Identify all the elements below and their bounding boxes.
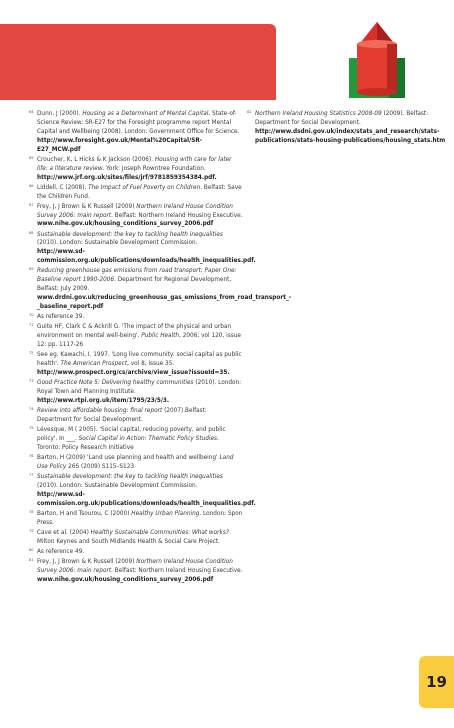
reference-title: Review into affordable housing: final report xyxy=(37,407,163,414)
reference-text: Frey, J, J Brown & K Russell (2009) xyxy=(37,203,137,210)
reference-text: , vol 8, issue 35. xyxy=(127,360,175,367)
reference-item xyxy=(29,267,292,312)
reference-text: Cave et al. (2004) xyxy=(37,529,91,536)
reference-url[interactable]: http://www.sd-commission.org.uk/publications/downloads/health_inequalities.pdf. xyxy=(37,491,256,507)
reference-text: . Belfast: Northern Ireland Housing Executive. xyxy=(111,212,243,219)
reference-text: . London: Spon Press. xyxy=(37,510,243,526)
reference-title: Housing as a Determinant of Mental Capital xyxy=(82,111,209,117)
reference-url[interactable]: http://www.jrf.org.uk/sites/files/jrf/9781859354384.pdf. xyxy=(37,174,217,181)
reference-title: Good Practice Note 5: Delivering healthy communities xyxy=(37,379,194,386)
references-column-left xyxy=(29,110,292,586)
reference-text: . State-of-Science Review: SR-E27 for the Foresight programme report Mental Capital and Wellbeing (2008). London: Government Office for Science. xyxy=(37,111,240,135)
reference-title: Housing with care for later life: a literature review xyxy=(37,156,232,172)
reference-text: (2010). London: Sustainable Development Commission. xyxy=(37,482,198,489)
reference-title: Sustainable development: the key to tackling health inequalities xyxy=(37,231,223,238)
reference-item xyxy=(29,472,256,509)
reference-url[interactable]: http://www.sd-commission.org.uk/publications/downloads/health_inequalities.pdf. xyxy=(37,249,256,265)
reference-text: Frey, J, J Brown & K Russell (2009) xyxy=(37,558,137,565)
reference-item xyxy=(29,184,243,202)
reference-number: 65 xyxy=(29,155,34,160)
reference-title: The Impact of Fuel Poverty on Children xyxy=(88,184,201,191)
reference-number: 75 xyxy=(29,425,34,430)
reference-item xyxy=(29,351,243,378)
reference-text: Lévesque, M ( 2005). 'Social capital, reducing poverty, and public policy'. In ___. xyxy=(37,426,226,442)
reference-title: Northern Ireland House Condition Survey 2006: main report xyxy=(37,558,233,574)
reference-text: Dunn, J (2000). xyxy=(37,111,83,117)
reference-number: 72 xyxy=(29,351,34,356)
reference-item xyxy=(29,529,243,547)
reference-title: Healthy Sustainable Communities: What works? xyxy=(90,529,229,536)
reference-text: . Belfast: Northern Ireland Housing Executive. xyxy=(111,567,243,574)
reference-text: (2010). London: Sustainable Development Commission. xyxy=(37,240,198,247)
reference-url[interactable]: http://www.rtpi.org.uk/item/1795/23/5/3. xyxy=(37,397,170,404)
reference-url[interactable]: www.nihe.gov.uk/housing_conditions_survey_2006.pdf xyxy=(37,221,214,228)
reference-number: 67 xyxy=(29,202,34,207)
reference-text: 26S (2009) S115–S123 xyxy=(66,463,135,470)
reference-number: 68 xyxy=(29,230,34,235)
reference-text: (2007).Belfast: Department for Social Development. xyxy=(37,407,207,423)
reference-number: 81 xyxy=(29,557,34,562)
reference-item xyxy=(29,548,243,557)
reference-number: 78 xyxy=(29,509,34,514)
reference-title: Northern Ireland House Condition Survey 2006: main report xyxy=(37,203,233,219)
reference-text: Guite HF, Clark C & Ackrill G. 'The impact of the physical and urban environment on mental well-being'. xyxy=(37,324,232,340)
reference-title: Sustainable development: the key to tackling health inequalities xyxy=(37,473,223,480)
reference-url[interactable]: www.drdni.gov.uk/reducing_greenhouse_gas_emissions_from_road_transport_-_baseline_report.pdf xyxy=(37,295,292,310)
reference-title: Land Use Policy xyxy=(37,454,234,470)
reference-number: 79 xyxy=(29,528,34,533)
reference-item xyxy=(29,558,243,585)
reference-url[interactable]: http://www.prospect.org/cs/archive/view_issue?issueId=35. xyxy=(37,369,230,376)
reference-item xyxy=(29,203,243,230)
reference-text: . York: Joseph Rowntree Foundation. xyxy=(102,165,206,172)
reference-number: 70 xyxy=(29,313,34,318)
reference-number: 76 xyxy=(29,453,34,458)
reference-text: Liddell, C (2008). xyxy=(37,184,89,191)
reference-item xyxy=(29,110,243,155)
reference-number: 64 xyxy=(29,110,34,114)
reference-text: . Belfast: Save the Children Fund. xyxy=(37,184,242,200)
reference-number: 77 xyxy=(29,472,34,477)
reference-title: Northern Ireland Housing Statistics 2008-09 xyxy=(255,111,382,117)
page-number-tab xyxy=(419,656,454,708)
reference-number: 74 xyxy=(29,406,34,411)
reference-url[interactable]: http://www.dsdni.gov.uk/index/stats_and_research/stats-publications/stats-housing-publications/housing_stats.htm xyxy=(255,128,446,144)
reference-item xyxy=(29,323,243,350)
reference-item xyxy=(29,407,243,425)
reference-number: 71 xyxy=(29,323,34,328)
reference-number: 69 xyxy=(29,267,34,272)
reference-title: Public Health xyxy=(141,333,180,340)
reference-item xyxy=(29,156,243,183)
reference-title: The American Prospect xyxy=(60,360,128,367)
reference-title: Social Capital in Action: Thematic Policy Studies xyxy=(78,435,217,442)
reference-item xyxy=(29,426,243,453)
reference-item xyxy=(29,454,243,472)
reference-number: 82 xyxy=(247,110,252,114)
red-header-banner xyxy=(0,24,276,100)
reference-item xyxy=(29,510,243,528)
reference-number: 73 xyxy=(29,378,34,383)
reference-text: . Toronto: Policy Research Initiative xyxy=(37,435,219,451)
reference-text: Milton Keynes and South Midlands Health & Social Care Project. xyxy=(37,538,221,545)
reference-text: Barton, H and Tsourou, C (2000) xyxy=(37,510,132,517)
references-column-right xyxy=(247,110,447,147)
reference-text: , 2006; vol 120, issue 12: pp. 1117-26 xyxy=(37,333,241,348)
stacked-blocks-figure-icon xyxy=(341,22,413,98)
reference-text: (2009). Belfast: Department for Social Development. xyxy=(255,111,429,126)
reference-text: As reference 49. xyxy=(37,548,85,555)
reference-number: 80 xyxy=(29,547,34,552)
reference-text: See eg. Kawachi, I. 1997. 'Long live community: social capital as public health'. xyxy=(37,352,242,367)
reference-text: Barton, H (2009) 'Land use planning and health and wellbeing' xyxy=(37,454,220,461)
reference-item xyxy=(29,313,243,322)
reference-text: Croucher, K, L Hicks & K Jackson (2006). xyxy=(37,156,155,163)
reference-number: 66 xyxy=(29,183,34,188)
reference-title: Reducing greenhouse gas emissions from road transport: Paper One: Baseline report 1990-2006 xyxy=(37,268,237,284)
reference-item xyxy=(29,379,243,406)
reference-text: (2010). London: Royal Town and Planning Institute. xyxy=(37,379,242,395)
reference-item xyxy=(29,230,256,267)
reference-url[interactable]: www.nihe.gov.uk/housing_conditions_survey_2006.pdf xyxy=(37,576,214,583)
reference-text: . Department for Regional Development, Belfast: July 2009. xyxy=(37,277,232,293)
reference-url[interactable]: http://www.foresight.gov.uk/Mental%20Capital/SR-E27_MCW.pdf xyxy=(37,137,203,153)
reference-title: Healthy Urban Planning xyxy=(131,510,200,517)
reference-item xyxy=(247,110,447,146)
page-number: 19 xyxy=(426,673,447,691)
reference-text: As reference 39. xyxy=(37,314,85,321)
